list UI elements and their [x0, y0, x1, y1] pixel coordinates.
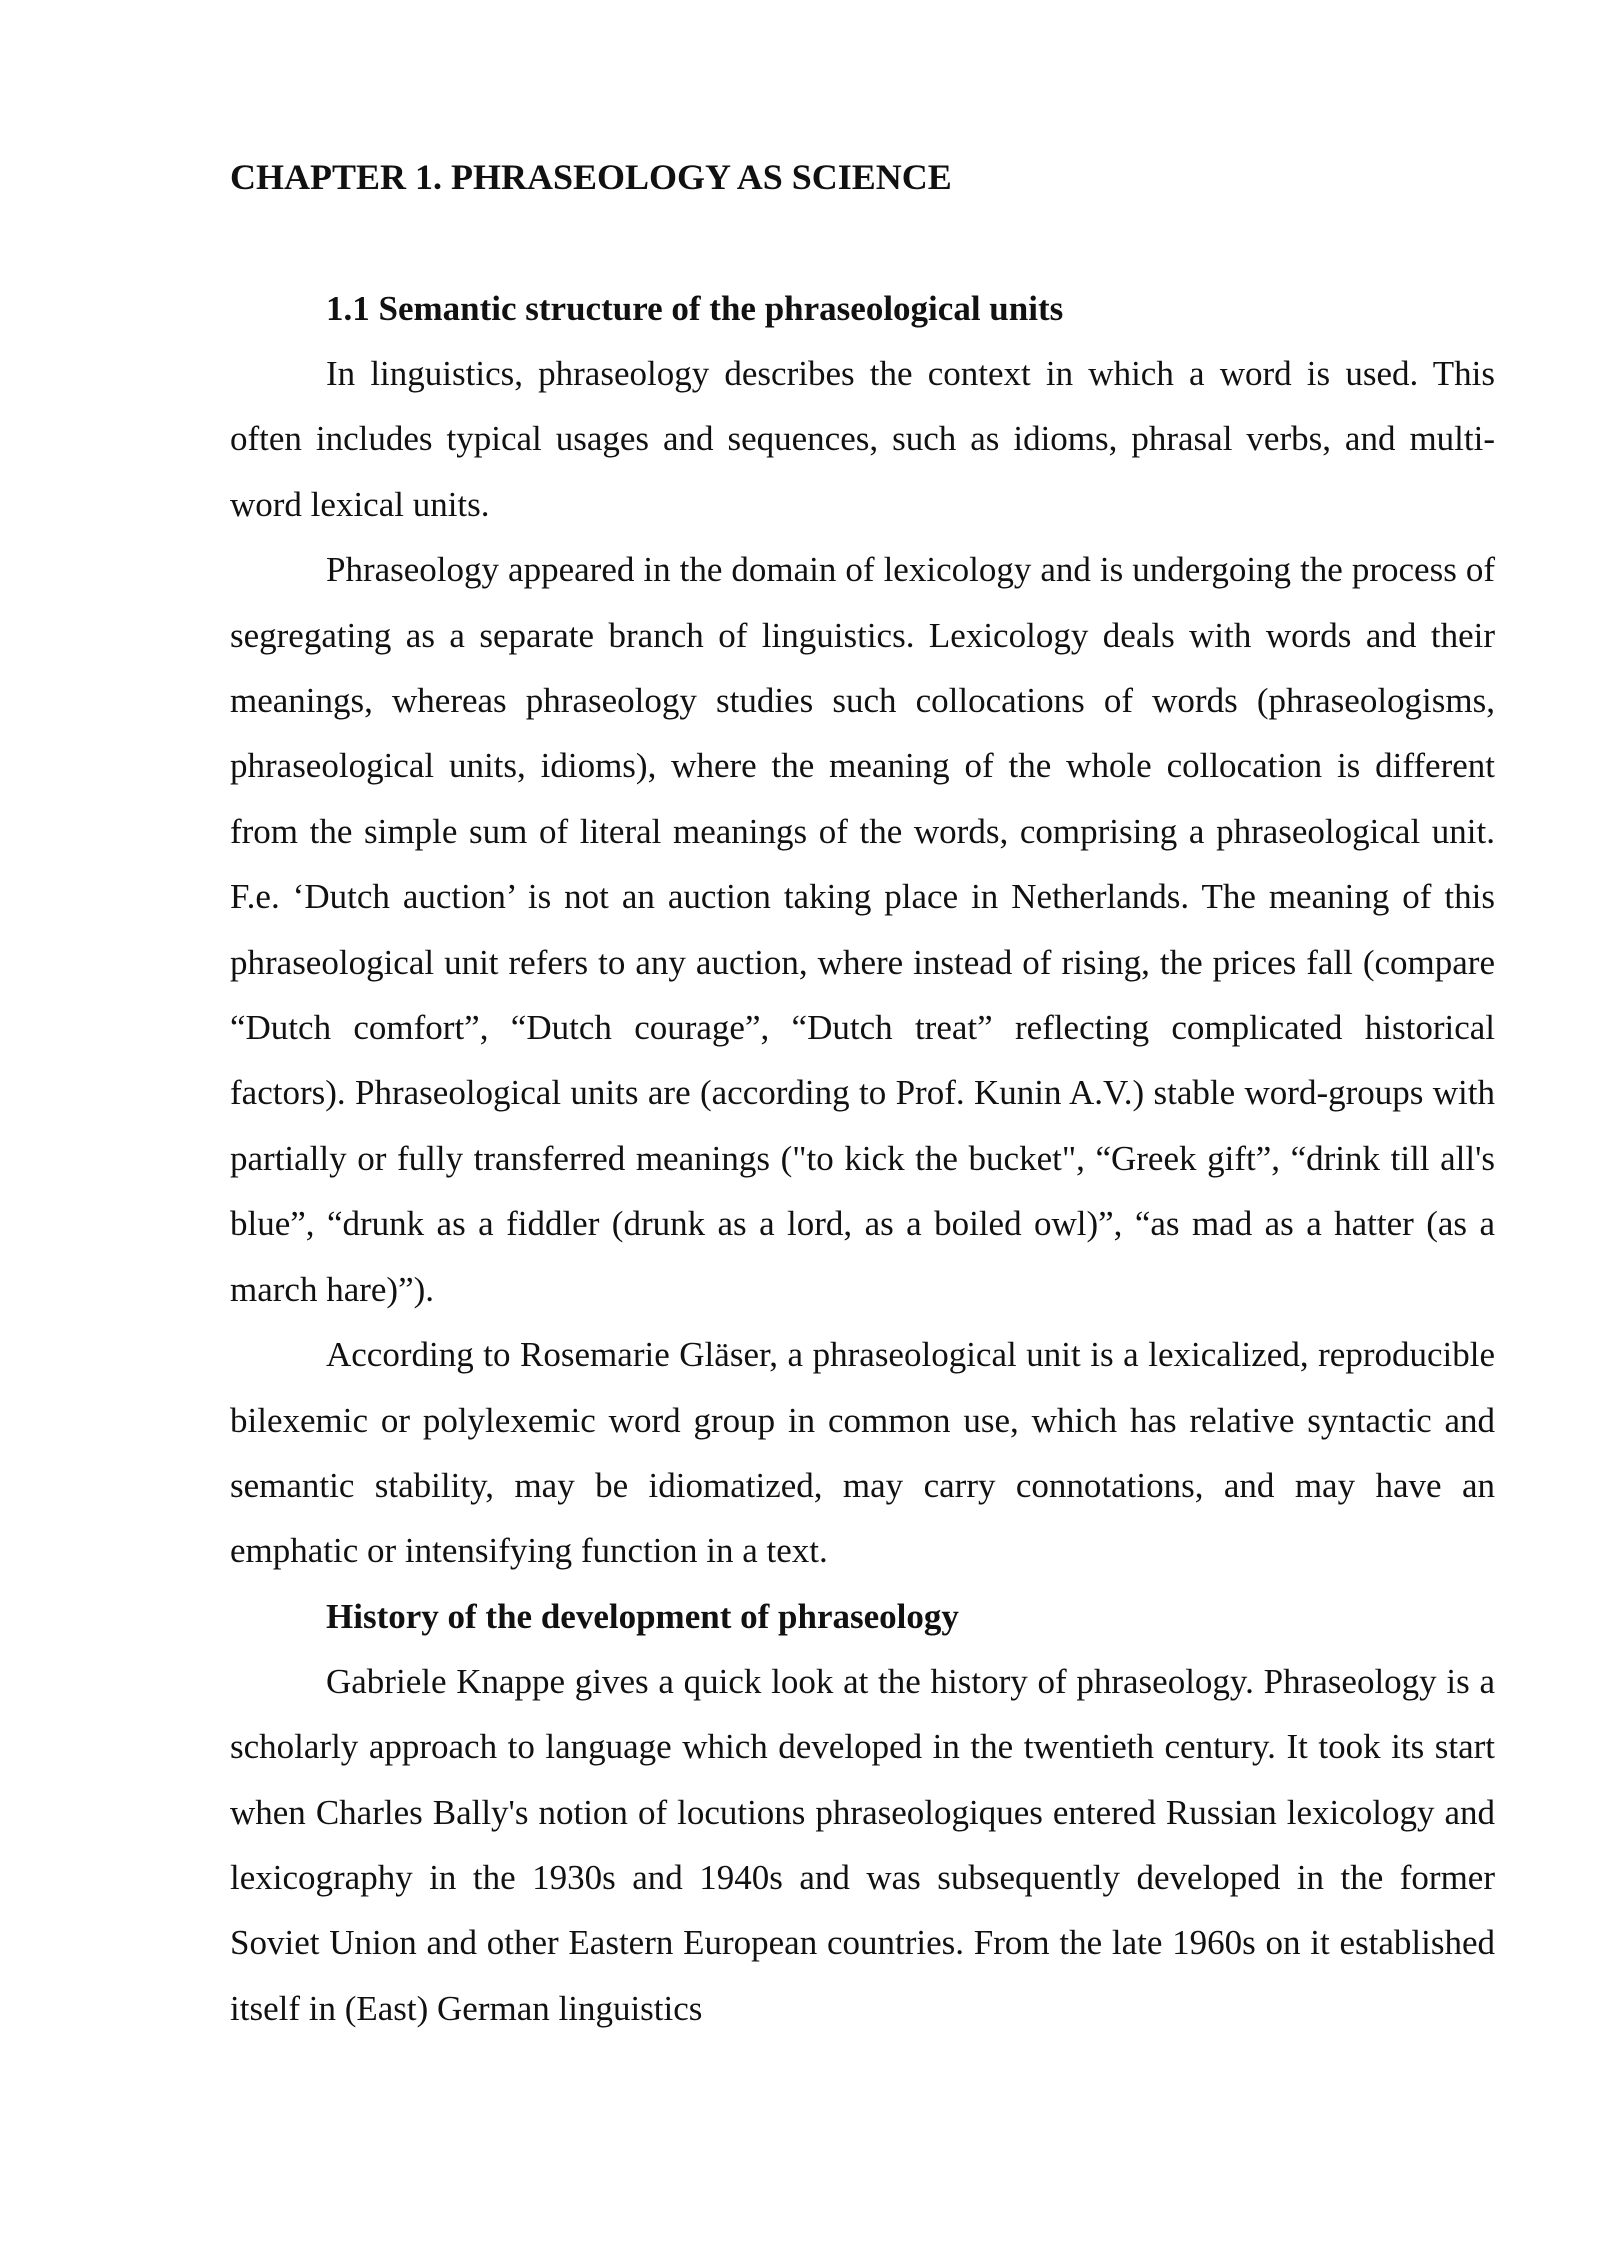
paragraph-phraseology-lexicology: Phraseology appeared in the domain of lexicology and is undergoing the process of segregating as a separate branch of linguistics. Lexicology deals with words and their meanings, whereas phraseology studies such collocations of words (phraseologisms, phraseological units, idioms), where the meaning of the whole collocation is different from the simple sum of literal meanings of the words, comprising a phraseological unit. F.e. ‘Dutch auction’ is not an auction taking place in Netherlands. The meaning of this phraseological unit refers to any auction, where instead of rising, the prices fall (compare “Dutch comfort”, “Dutch courage”, “Dutch treat” reflecting complicated historical factors). Phraseological units are (according to Prof. Kunin A.V.) stable word-groups with partially or fully transferred meanings ("to kick the bucket", “Greek gift”, “drink till all's blue”, “drunk as a fiddler (drunk as a lord, as a boiled owl)”, “as mad as a hatter (as a march hare)”).	[230, 550, 1495, 1309]
section-heading-history: History of the development of phraseology	[326, 1596, 959, 1636]
document-page	[230, 148, 1495, 2041]
chapter-title: CHAPTER 1. PHRASEOLOGY AS SCIENCE	[230, 157, 952, 197]
paragraph-history-knappe: Gabriele Knappe gives a quick look at the history of phraseology. Phraseology is a scholarly approach to language which developed in the twentieth century. It took its start when Charles Bally's notion of locutions phraseologiques entered Russian lexicology and lexicography in the 1930s and 1940s and was subsequently developed in the former Soviet Union and other Eastern European countries. From the late 1960s on it established itself in (East) German linguistics	[230, 1661, 1495, 2028]
paragraph-glaser-definition: According to Rosemarie Gläser, a phraseological unit is a lexicalized, reproducible bilexemic or polylexemic word group in common use, which has relative syntactic and semantic stability, may be idiomatized, may carry connotations, and may have an emphatic or intensifying function in a text.	[230, 1335, 1495, 1571]
paragraph-phraseology-definition: In linguistics, phraseology describes the context in which a word is used. This often includes typical usages and sequences, such as idioms, phrasal verbs, and multi-word lexical units.	[230, 354, 1495, 524]
section-heading-1-1: 1.1 Semantic structure of the phraseological units	[326, 289, 1064, 328]
